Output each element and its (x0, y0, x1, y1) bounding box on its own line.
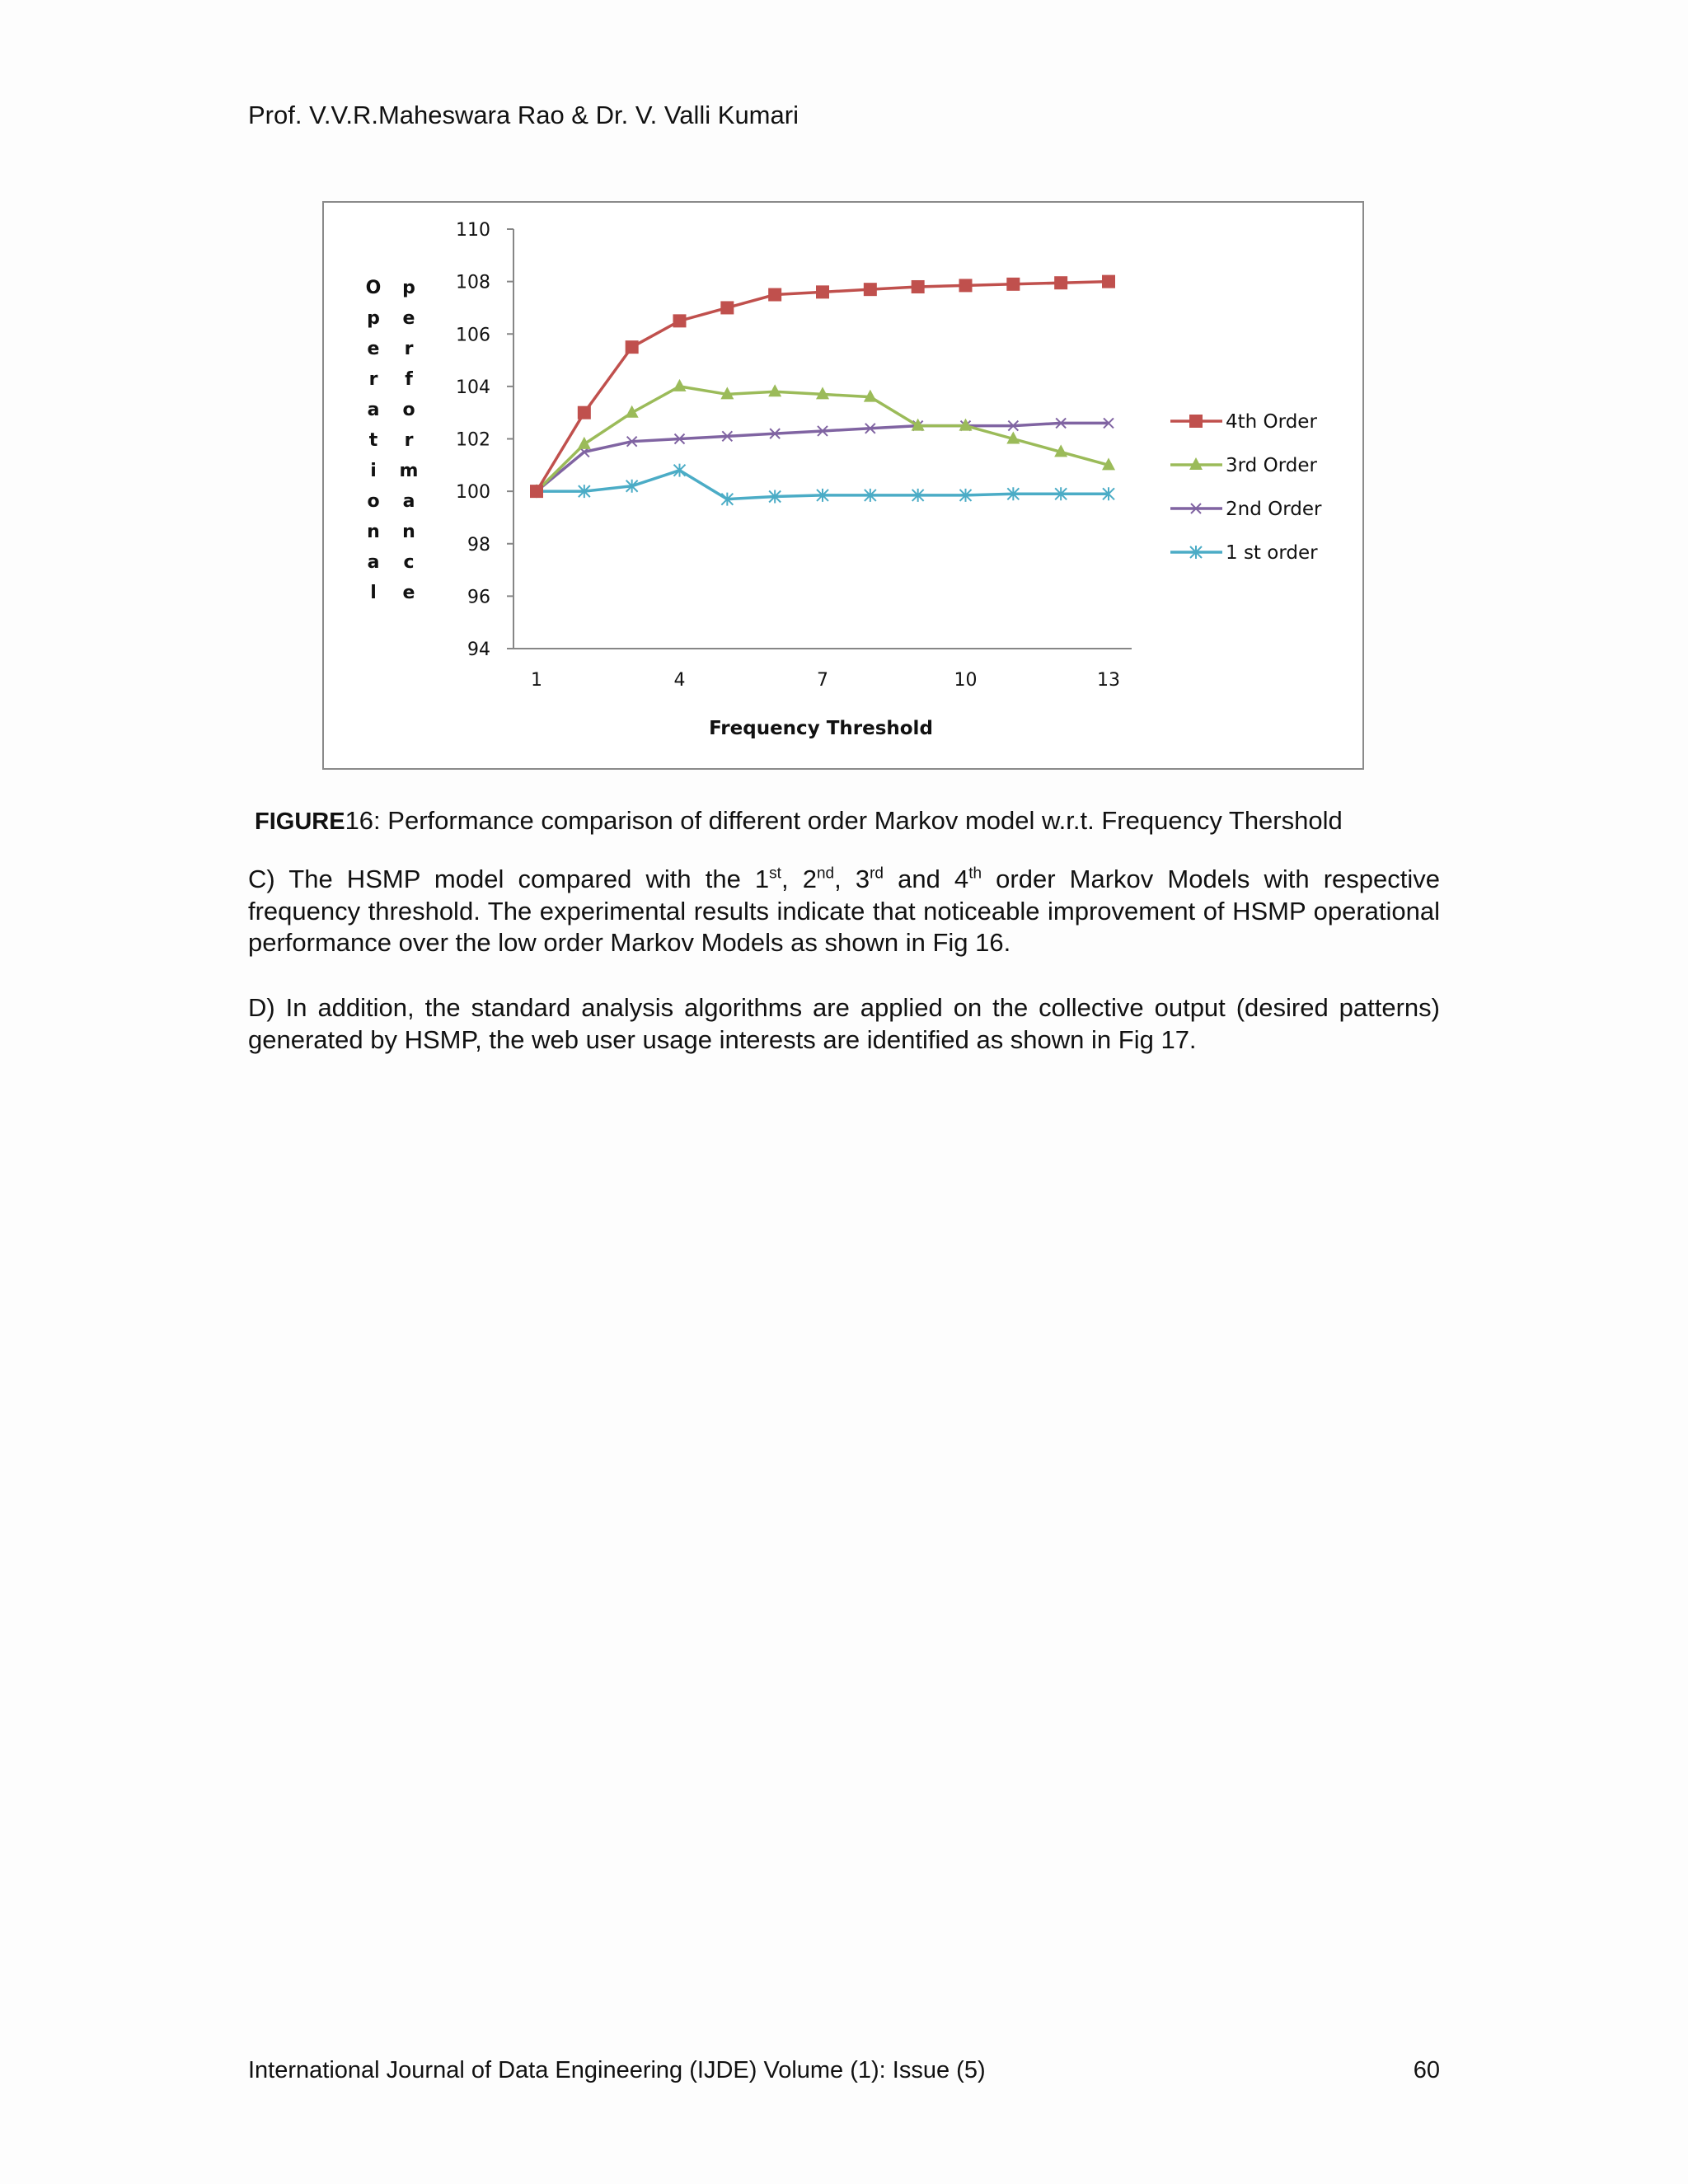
data-point-square (1006, 278, 1020, 291)
y-tick-label: 94 (467, 640, 490, 660)
superscript-nd: nd (816, 865, 835, 883)
series-line (537, 423, 1109, 491)
series-1-st-order (531, 464, 1114, 506)
y-tick-label: 100 (456, 482, 490, 504)
x-tick-label: 1 (531, 670, 542, 691)
legend-item (1170, 499, 1322, 520)
x-tick-label: 10 (954, 670, 978, 691)
data-point-triangle (768, 384, 781, 396)
y-axis-title-letter: r (368, 369, 378, 390)
legend-label: 2nd Order (1226, 499, 1322, 520)
y-axis-title-letter: e (402, 583, 415, 603)
y-axis-title-letter: n (367, 522, 380, 542)
y-axis-title-letter: a (367, 400, 380, 420)
y-axis-title-letter: o (367, 491, 380, 512)
data-point-square (626, 340, 639, 354)
data-point-square (1054, 276, 1067, 289)
data-point-triangle (673, 379, 687, 391)
paragraph-c-text-1: C) The HSMP model compared with the 1 (248, 865, 770, 893)
paragraph-c (248, 864, 1440, 959)
paragraph-c-text-3: , 3 (834, 865, 870, 893)
y-tick-label: 108 (456, 272, 490, 293)
x-axis-title: Frequency Threshold (709, 718, 933, 739)
y-axis-title-letter: t (368, 430, 378, 451)
y-axis-title-letter: f (405, 369, 413, 390)
superscript-rd: rd (870, 865, 884, 883)
data-point-triangle (578, 437, 591, 449)
series-3rd-order (530, 379, 1115, 496)
x-tick-label: 13 (1097, 670, 1120, 691)
y-axis-title-letter: e (402, 308, 415, 329)
chart-series (530, 275, 1115, 506)
footer-journal: International Journal of Data Engineering (IJDE) Volume (1): Issue (5) (248, 2057, 986, 2083)
data-point-square (864, 283, 877, 296)
paragraph-c-text-2: , 2 (781, 865, 817, 893)
x-tick-label: 4 (673, 670, 686, 691)
data-point-square (816, 285, 829, 298)
data-point-square (578, 406, 591, 419)
paragraph-c-text-5: order Markov Models with respective frequency threshold. The experimental results indicate that noticeable improvement of HSMP operational performance over the low order Markov Models as shown in Fig 16. (248, 865, 1440, 957)
data-point-square (1189, 415, 1203, 428)
y-axis-title-letter: i (370, 461, 377, 481)
chart-legend (1170, 411, 1322, 564)
superscript-st: st (769, 865, 781, 883)
running-header: Prof. V.V.R.Maheswara Rao & Dr. V. Valli Kumari (248, 101, 799, 129)
chart-svg (324, 203, 1366, 771)
y-axis-title-letter: m (399, 461, 419, 481)
data-point-square (1102, 275, 1115, 288)
data-point-square (959, 279, 973, 292)
x-tick-label: 7 (817, 670, 828, 691)
series-line (537, 387, 1109, 491)
y-axis-title-letter: c (403, 552, 415, 573)
y-tick-label: 106 (456, 325, 490, 346)
y-axis-title-letter: r (404, 339, 414, 359)
series-4th-order (530, 275, 1115, 499)
legend-item (1170, 411, 1317, 433)
figure-16-chart (322, 201, 1364, 770)
data-point-square (720, 301, 734, 314)
data-point-square (673, 314, 687, 327)
series-2nd-order (532, 418, 1114, 496)
legend-item (1170, 542, 1318, 564)
legend-label: 1 st order (1226, 542, 1318, 564)
y-tick-label: 104 (456, 377, 490, 398)
superscript-th: th (968, 865, 982, 883)
chart-y-label (366, 278, 419, 603)
y-axis-title-letter: l (370, 583, 377, 603)
data-point-square (768, 288, 781, 302)
page-number: 60 (1413, 2057, 1440, 2083)
y-tick-label: 110 (456, 220, 490, 241)
paragraph-c-text-4: and 4 (883, 865, 969, 893)
legend-label: 4th Order (1226, 411, 1317, 433)
y-axis-title-letter: a (402, 491, 415, 512)
figure-caption (255, 804, 1450, 838)
y-axis-title-letter: r (404, 430, 414, 451)
data-point-square (530, 485, 543, 498)
y-tick-label: 96 (467, 587, 490, 608)
legend-label: 3rd Order (1226, 455, 1317, 476)
y-axis-title-letter: e (367, 339, 380, 359)
series-line (537, 282, 1109, 492)
caption-text: Performance comparison of different order Markov model w.r.t. Frequency Thershold (380, 806, 1343, 835)
y-tick-label: 102 (456, 429, 490, 451)
y-axis-title-letter: a (367, 552, 380, 573)
y-tick-label: 98 (467, 534, 490, 555)
y-axis-title-letter: O (365, 278, 382, 298)
y-axis-title-letter: p (367, 308, 380, 329)
y-axis-title-letter: n (402, 522, 415, 542)
paragraph-d: D) In addition, the standard analysis algorithms are applied on the collective output (desired patterns) generated by HSMP, the web user usage interests are identified as shown in Fig 17. (248, 993, 1440, 1054)
caption-number: 16: (345, 806, 381, 835)
legend-item (1170, 455, 1318, 476)
y-axis-title-letter: p (402, 278, 415, 298)
data-point-square (912, 280, 925, 293)
caption-label: FIGURE (255, 808, 345, 835)
y-axis-title-letter: o (402, 400, 415, 420)
